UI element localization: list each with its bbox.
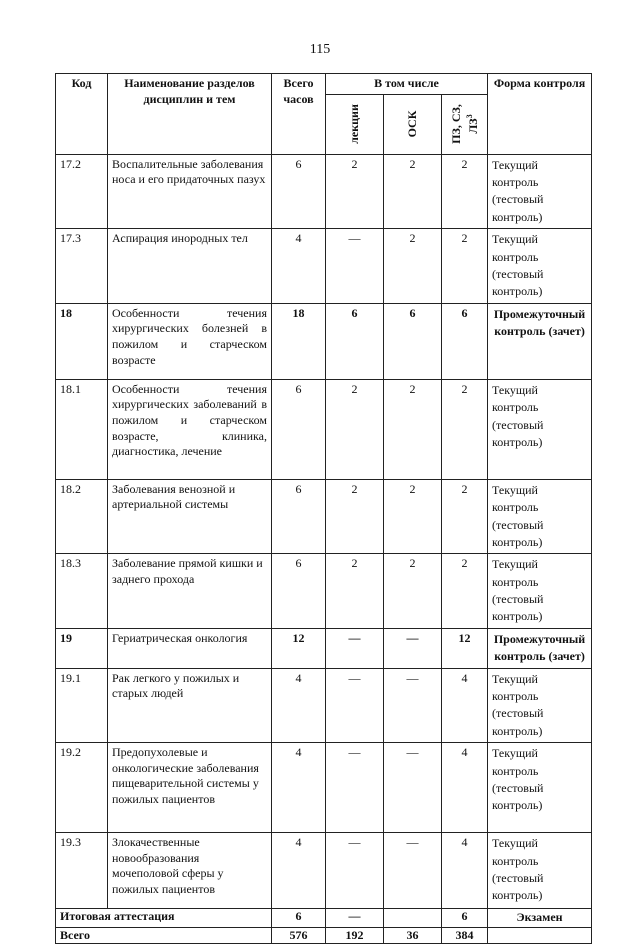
final-form: Экзамен	[488, 909, 592, 927]
row-name: Злокачественные новообразования мочеполовой сферы у пожилых пациентов	[108, 833, 272, 909]
row-lectures: 2	[326, 554, 384, 629]
total-form	[488, 927, 592, 944]
final-attestation-row	[56, 909, 592, 927]
row-pz: 2	[442, 154, 488, 229]
row-pz: 4	[442, 668, 488, 743]
row-name: Особенности течения хирургических болезней в пожилом и старческом возрасте	[108, 303, 272, 379]
row-total: 6	[272, 554, 326, 629]
row-lectures: —	[326, 833, 384, 909]
row-name: Заболевания венозной и артериальной системы	[108, 479, 272, 554]
table-row	[56, 554, 592, 629]
table-row-section	[56, 303, 592, 379]
total-label: Всего	[56, 927, 272, 944]
row-code: 17.2	[56, 154, 108, 229]
final-lectures: —	[326, 909, 384, 927]
page-number: 115	[309, 42, 331, 57]
table-row-section	[56, 628, 592, 668]
row-form: Текущий контроль (тестовый контроль)	[488, 743, 592, 833]
row-name: Предопухолевые и онкологические заболевания пищеварительной системы у пожилых пациентов	[108, 743, 272, 833]
table-row	[56, 668, 592, 743]
row-pz: 2	[442, 479, 488, 554]
row-osk: 2	[384, 229, 442, 304]
row-pz: 4	[442, 833, 488, 909]
row-code: 19	[56, 628, 108, 668]
row-pz: 12	[442, 628, 488, 668]
table-row	[56, 379, 592, 479]
total-hours: 576	[272, 927, 326, 944]
row-code: 19.1	[56, 668, 108, 743]
row-lectures: —	[326, 628, 384, 668]
row-form: Текущий контроль (тестовый контроль)	[488, 833, 592, 909]
row-code: 17.3	[56, 229, 108, 304]
final-osk	[384, 909, 442, 927]
row-pz: 2	[442, 554, 488, 629]
table-row	[56, 743, 592, 833]
row-name: Воспалительные заболевания носа и его придаточных пазух	[108, 154, 272, 229]
row-name: Гериатрическая онкология	[108, 628, 272, 668]
row-osk: —	[384, 628, 442, 668]
row-lectures: 2	[326, 479, 384, 554]
header-osk: ОСК	[384, 94, 442, 154]
row-total: 6	[272, 379, 326, 479]
total-osk: 36	[384, 927, 442, 944]
row-lectures: —	[326, 668, 384, 743]
row-osk: 2	[384, 154, 442, 229]
row-name: Особенности течения хирургических заболеваний в пожилом и старческом возрасте, клиника, диагностика, лечение	[108, 379, 272, 479]
row-osk: 2	[384, 554, 442, 629]
row-form: Текущий контроль (тестовый контроль)	[488, 668, 592, 743]
row-form: Промежуточный контроль (зачет)	[488, 628, 592, 668]
table-row	[56, 154, 592, 229]
final-label: Итоговая аттестация	[56, 909, 272, 927]
total-row	[56, 927, 592, 944]
row-form: Текущий контроль (тестовый контроль)	[488, 379, 592, 479]
table-row	[56, 229, 592, 304]
row-lectures: —	[326, 743, 384, 833]
row-code: 18.3	[56, 554, 108, 629]
row-osk: 2	[384, 479, 442, 554]
row-osk: —	[384, 668, 442, 743]
header-including: В том числе	[326, 74, 488, 95]
row-osk: —	[384, 743, 442, 833]
row-lectures: 6	[326, 303, 384, 379]
row-total: 12	[272, 628, 326, 668]
final-pz: 6	[442, 909, 488, 927]
row-pz: 4	[442, 743, 488, 833]
row-form: Текущий контроль (тестовый контроль)	[488, 554, 592, 629]
row-osk: —	[384, 833, 442, 909]
row-total: 4	[272, 229, 326, 304]
header-form: Форма контроля	[488, 74, 592, 155]
row-code: 19.3	[56, 833, 108, 909]
header-code: Код	[56, 74, 108, 155]
row-total: 6	[272, 479, 326, 554]
row-osk: 2	[384, 379, 442, 479]
row-osk: 6	[384, 303, 442, 379]
row-total: 4	[272, 668, 326, 743]
row-lectures: 2	[326, 379, 384, 479]
row-name: Аспирация инородных тел	[108, 229, 272, 304]
total-pz: 384	[442, 927, 488, 944]
row-pz: 2	[442, 229, 488, 304]
header-name: Наименование разделов дисциплин и тем	[108, 74, 272, 155]
row-lectures: 2	[326, 154, 384, 229]
row-code: 19.2	[56, 743, 108, 833]
row-form: Текущий контроль (тестовый контроль)	[488, 479, 592, 554]
row-code: 18.2	[56, 479, 108, 554]
row-form: Текущий контроль (тестовый контроль)	[488, 229, 592, 304]
row-name: Заболевание прямой кишки и заднего прохода	[108, 554, 272, 629]
table-row	[56, 479, 592, 554]
row-name: Рак легкого у пожилых и старых людей	[108, 668, 272, 743]
row-code: 18.1	[56, 379, 108, 479]
total-lectures: 192	[326, 927, 384, 944]
row-form: Текущий контроль (тестовый контроль)	[488, 154, 592, 229]
row-code: 18	[56, 303, 108, 379]
curriculum-table	[55, 73, 592, 944]
row-total: 4	[272, 833, 326, 909]
row-total: 4	[272, 743, 326, 833]
header-total: Всего часов	[272, 74, 326, 155]
final-total: 6	[272, 909, 326, 927]
header-lectures: лекции	[326, 94, 384, 154]
row-lectures: —	[326, 229, 384, 304]
row-total: 18	[272, 303, 326, 379]
row-pz: 6	[442, 303, 488, 379]
table-row	[56, 833, 592, 909]
row-total: 6	[272, 154, 326, 229]
row-pz: 2	[442, 379, 488, 479]
row-form: Промежуточный контроль (зачет)	[488, 303, 592, 379]
header-pz: ПЗ, СЗ, $ЛЗ^3$	[442, 94, 488, 154]
